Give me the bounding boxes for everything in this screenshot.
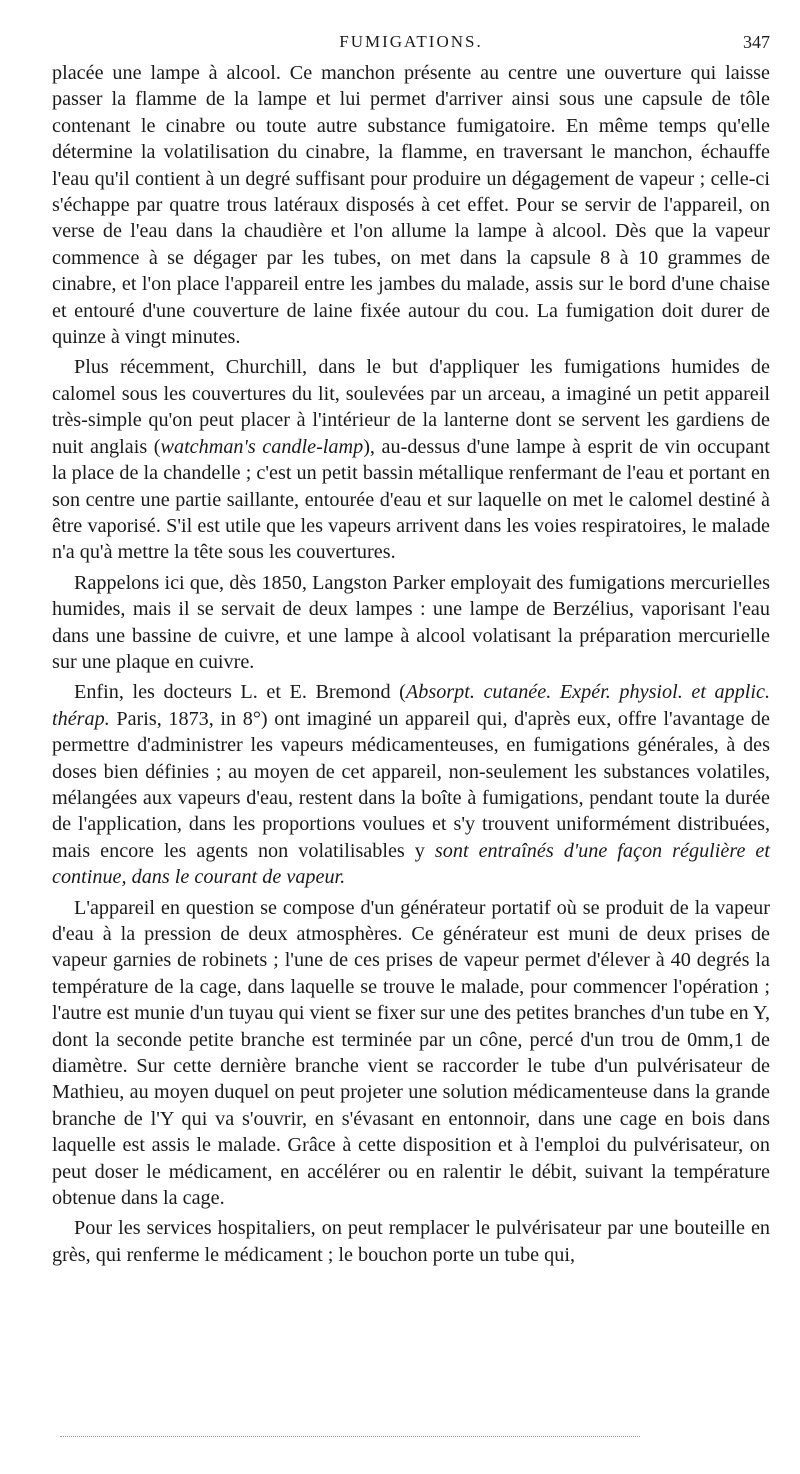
text-run: Pour les services hospitaliers, on peut remplacer le pulvérisateur par une bouteille en grès, qui renferme le médicament ; le bouchon porte un tube qui, (52, 1217, 770, 1266)
footer-rule (60, 1436, 640, 1437)
paragraph (52, 60, 770, 350)
text-run: Rappelons ici que, dès 1850, Langston Parker employait des fumigations mercurielles humides, mais il se servait de deux lampes : une lampe de Berzélius, vaporisant l'eau dans une bassine de cuivre, et une lampe à alcool volatisant la préparation mercurielle sur une plaque en cuivre. (52, 571, 770, 673)
page-number: 347 (743, 32, 770, 52)
text-run: ), au-dessus d'une lampe à esprit de vin occupant la place de la chandelle ; c'est un petit bassin métallique renfermant de l'eau et portant en son centre une partie saillante, entourée d'eau et sur laquelle on met le calomel destiné à être vaporisé. S'il est utile que les vapeurs arrivent dans les voies respiratoires, le malade n'a qu'à mettre la tête sous les couvertures. (52, 435, 770, 564)
text-run: Plus récemment, Churchill, dans le but d'appliquer les fumigations humides de calomel sous les couvertures du lit, soulevées par un arceau, a imaginé un petit appareil très-simple qu'on peut placer à l'intérieur de la lanterne dont se servent les gardiens de nuit anglais ( (52, 356, 770, 458)
page-header (52, 32, 770, 54)
paragraph (52, 895, 770, 1212)
text-run: Paris, 1873, in 8°) ont imaginé un appareil qui, d'après eux, offre l'avantage de permettre d'administrer les vapeurs médicamenteuses, en fumigations générales, à des doses bien définies ; au moyen de cet appareil, non-seulement les substances volatiles, mélangées aux vapeurs d'eau, restent dans la boîte à fumigations, pendant toute la durée de l'application, dans les proportions voulues et s'y trouvent uniformément distribuées, mais encore les agents non volatilisables y (52, 707, 770, 862)
paragraph (52, 1215, 770, 1268)
running-title: FUMIGATIONS. (339, 32, 483, 51)
body-text (52, 60, 770, 1272)
italic-text: Absorpt. cutanée. Expér. physiol. et applic. thérap. (52, 681, 771, 730)
paragraph (52, 354, 770, 565)
italic-text: sont entraînés d'une façon régulière et continue, dans le courant de vapeur. (52, 839, 770, 889)
text-run: placée une lampe à alcool. Ce manchon présente au centre une ouverture qui laisse passer la flamme de la lampe et lui permet d'arriver ainsi sous une capsule de tôle contenant le cinabre ou toute autre substance fumigatoire. En même temps qu'elle détermine la volatilisation du cinabre, la flamme, en traversant le manchon, échauffe l'eau qu'il contient à un degré suffisant pour produire un dégagement de vapeur ; celle-ci s'échappe par quatre trous latéraux disposés à cet effet. Pour se servir de l'appareil, on verse de l'eau dans la chaudière et l'on allume la lampe à alcool. Dès que la vapeur commence à se dégager par les tubes, on met dans la capsule 8 à 10 grammes de cinabre, et l'on place l'appareil entre les jambes du malade, assis sur le bord d'une chaise et entouré d'une couverture de laine fixée autour du cou. La fumigation doit durer de quinze à vingt minutes. (52, 62, 770, 349)
italic-text: watchman's candle-lamp (160, 435, 364, 458)
paragraph (52, 679, 770, 890)
paragraph (52, 570, 770, 676)
text-run: L'appareil en question se compose d'un générateur portatif où se produit de la vapeur d'eau à la pression de deux atmosphères. Ce générateur est muni de deux prises de vapeur garnies de robinets ; l'une de ces prises de vapeur permet d'élever à 40 degrés la température de la cage, dans laquelle se trouve le malade, pour commencer l'opération ; l'autre est munie d'un tuyau qui vient se fixer sur une des petites branches d'un tube en Y, dont la seconde petite branche est terminée par un cône, percé d'un trou de 0mm,1 de diamètre. Sur cette dernière branche vient se raccorder le tube d'un pulvérisateur de Mathieu, au moyen duquel on peut projeter une solution médicamenteuse dans la grande branche de l'Y qui va s'ouvrir, en s'évasant en entonnoir, dans une cage en bois dans laquelle est assis le malade. Grâce à cette disposition et à l'emploi du pulvérisateur, on peut doser le médicament, en accélérer ou en ralentir le débit, suivant la température obtenue dans la cage. (52, 896, 770, 1210)
text-run: Enfin, les docteurs L. et E. Bremond ( (74, 681, 406, 704)
